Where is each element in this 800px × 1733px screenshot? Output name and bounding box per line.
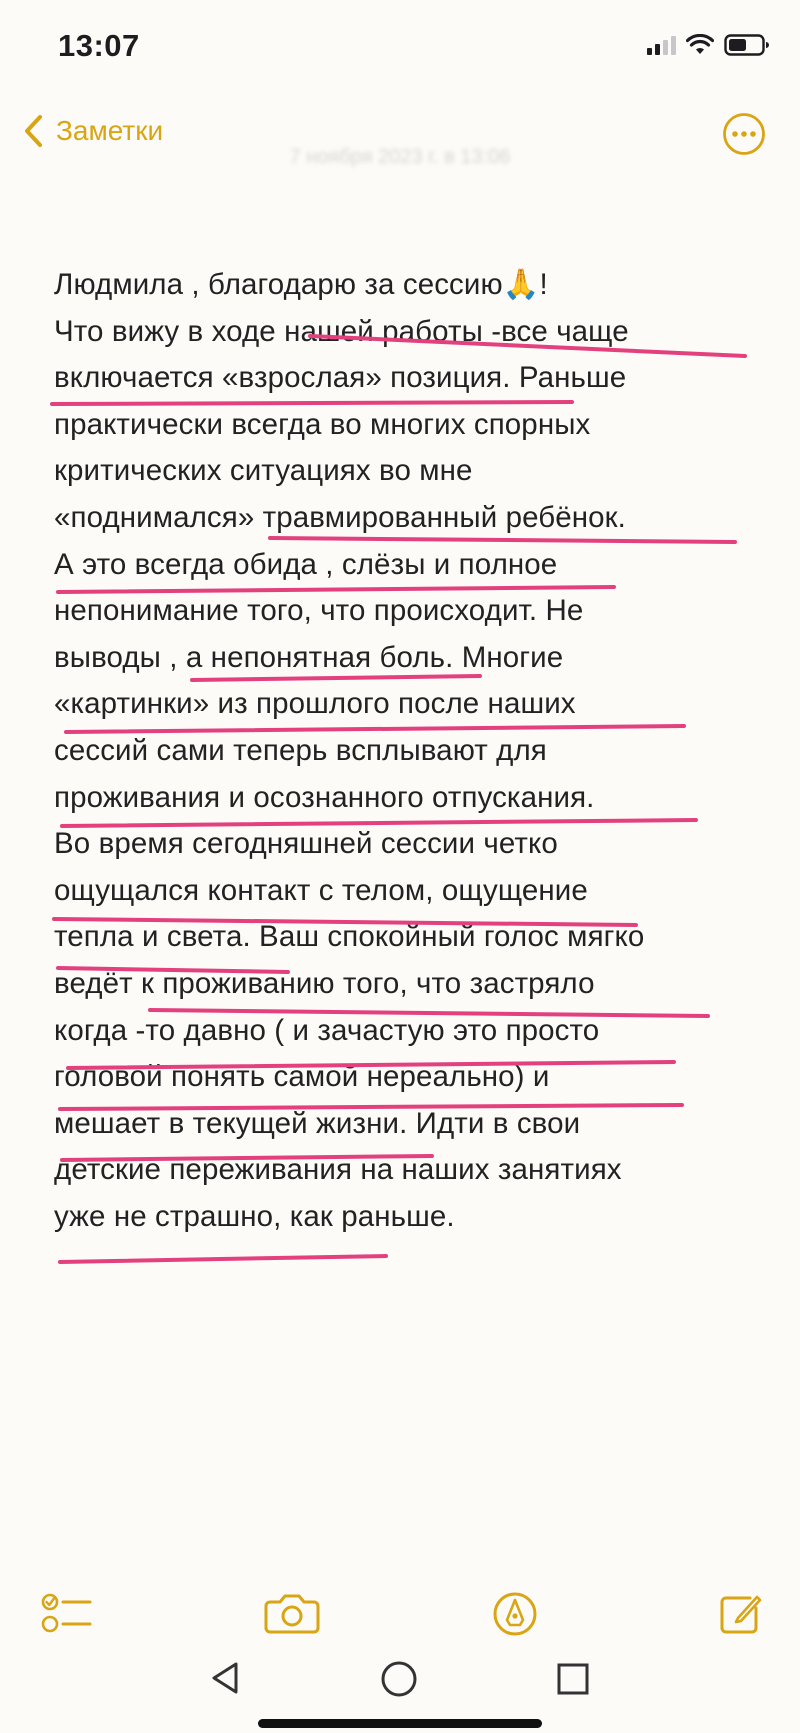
- note-line: ощущался контакт с телом, ощущение: [54, 873, 588, 907]
- note-line: тепла и света. Ваш спокойный голос мягко: [54, 920, 645, 954]
- more-button[interactable]: [722, 112, 766, 161]
- note-line: «поднимался» травмированный ребёнок.: [54, 500, 626, 534]
- compose-icon: [716, 1590, 764, 1638]
- note-line: критических ситуациях во мне: [54, 454, 473, 488]
- note-line: сессий сами теперь всплывают для: [54, 733, 547, 767]
- cellular-signal-icon: [647, 35, 676, 55]
- status-bar: [0, 0, 800, 100]
- back-triangle-icon[interactable]: [208, 1660, 244, 1696]
- note-line: включается «взрослая» позиция. Раньше: [54, 361, 627, 395]
- pen-tip-circle-icon: [490, 1590, 540, 1640]
- note-line: практически всегда во многих спорных: [54, 407, 591, 441]
- camera-button[interactable]: [264, 1590, 320, 1641]
- back-button[interactable]: [24, 114, 163, 148]
- checklist-button[interactable]: [40, 1590, 94, 1641]
- back-label: Заметки: [56, 115, 164, 146]
- status-time: 13:07: [58, 28, 140, 63]
- bottom-toolbar: [0, 1590, 800, 1650]
- note-line: непонимание того, что происходит. Не: [54, 594, 584, 628]
- note-line: выводы , а непонятная боль. Многие: [54, 640, 564, 674]
- recents-square-icon[interactable]: [556, 1662, 590, 1696]
- chevron-left-icon: [24, 114, 44, 148]
- note-line: Что вижу в ходе нашей работы -все чаще: [54, 314, 629, 348]
- underline-stroke: [60, 1256, 386, 1262]
- note-line: А это всегда обида , слёзы и полное: [54, 547, 558, 581]
- home-circle-icon[interactable]: [380, 1660, 418, 1698]
- note-line: уже не страшно, как раньше.: [54, 1199, 455, 1233]
- note-date: 7 ноября 2023 г. в 13:06: [289, 146, 511, 168]
- ellipsis-circle-icon: [722, 112, 766, 156]
- nav-bar: [0, 100, 800, 180]
- status-icons: [647, 34, 770, 56]
- note-line: детские переживания на наших занятиях: [54, 1153, 622, 1187]
- battery-icon: [724, 34, 770, 56]
- note-line: головой понять самой нереально) и: [54, 1060, 550, 1094]
- note-line: проживания и осознанного отпускания.: [54, 780, 595, 814]
- home-indicator[interactable]: [258, 1719, 542, 1728]
- note-line: Людмила , благодарю за сессию🙏!: [54, 268, 548, 301]
- compose-button[interactable]: [716, 1590, 764, 1643]
- note-line: «картинки» из прошлого после наших: [54, 687, 576, 721]
- note-line: Во время сегодняшней сессии четко: [54, 827, 558, 861]
- note-line: ведёт к проживанию того, что застряло: [54, 966, 595, 1000]
- wifi-icon: [686, 34, 714, 56]
- note-body[interactable]: [54, 262, 774, 1240]
- note-line: мешает в текущей жизни. Идти в свои: [54, 1106, 581, 1140]
- note-line: когда -то давно ( и зачастую это просто: [54, 1013, 600, 1047]
- checklist-icon: [40, 1590, 94, 1636]
- markup-button[interactable]: [490, 1590, 540, 1645]
- camera-icon: [264, 1590, 320, 1636]
